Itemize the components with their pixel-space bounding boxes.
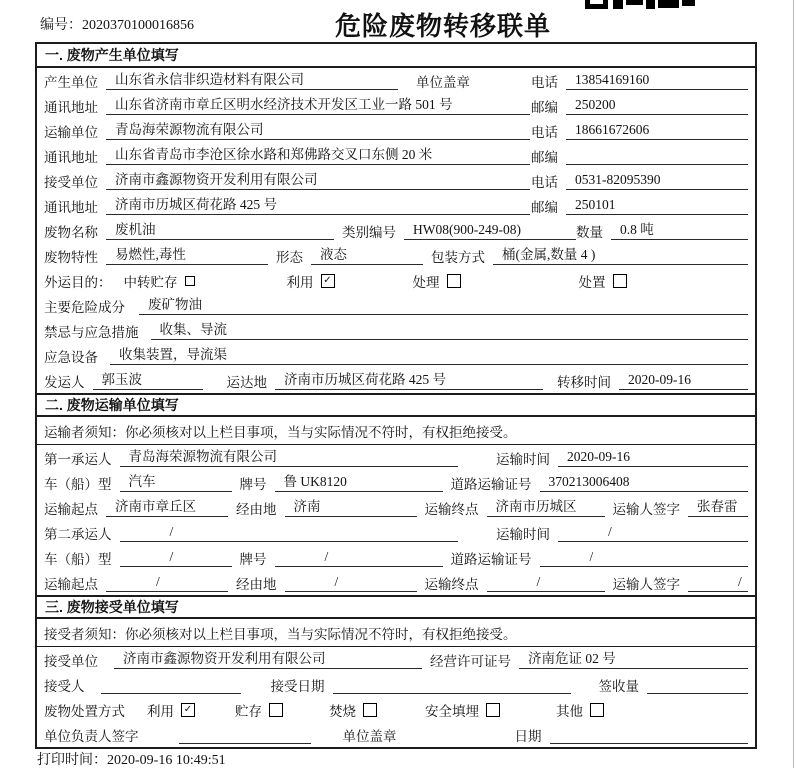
carrier2-time-label: 运输时间 bbox=[496, 526, 550, 542]
purpose-option-transfer bbox=[124, 271, 195, 291]
receive-notice-text: 你必须核对以上栏目事项，当与实际情况不符时，有权拒绝接受。 bbox=[125, 626, 517, 642]
row-receiver bbox=[37, 168, 755, 193]
equipment-label: 应急设备 bbox=[44, 349, 98, 365]
row-receiver-address bbox=[37, 193, 755, 218]
carrier1-time-value: 2020-09-16 bbox=[558, 448, 748, 467]
responsible-sign-label: 单位负责人签字 bbox=[44, 728, 139, 744]
producer-phone-value: 13854169160 bbox=[566, 71, 748, 90]
receiver-value: 济南市鑫源物资开发利用有限公司 bbox=[106, 171, 530, 190]
vehicle2-plate-value: / bbox=[275, 548, 443, 567]
packing-label: 包装方式 bbox=[431, 249, 485, 265]
disposal-option-landfill bbox=[425, 700, 500, 720]
carrier2-time-value: / bbox=[558, 523, 748, 542]
transporter-address-label: 通讯地址 bbox=[44, 149, 98, 165]
license-value: 济南危证 02 号 bbox=[519, 650, 748, 669]
transporter-phone-value: 18661672606 bbox=[566, 121, 748, 140]
row-receive-unit bbox=[37, 647, 755, 672]
received-amount-value bbox=[647, 675, 748, 694]
row-dispatch bbox=[37, 368, 755, 393]
disposal-option-landfill-text: 安全填埋 bbox=[425, 703, 479, 719]
row-route2 bbox=[37, 570, 755, 595]
row-vehicle2 bbox=[37, 545, 755, 570]
disposal-option-other-text: 其他 bbox=[556, 703, 583, 719]
page-title: 危险废物转移联单 bbox=[335, 11, 552, 41]
receive-unit-label: 接受单位 bbox=[44, 653, 98, 669]
truncated-qr-code-icon bbox=[585, 0, 697, 9]
route1-via-value: 济南 bbox=[285, 498, 417, 517]
received-amount-label: 签收量 bbox=[598, 678, 639, 694]
quantity-label: 数量 bbox=[576, 224, 603, 240]
route1-sign-label: 运输人签字 bbox=[612, 501, 680, 517]
route2-via-value: / bbox=[285, 573, 417, 592]
route1-start-value: 济南市章丘区 bbox=[106, 498, 228, 517]
transporter-zip-value bbox=[566, 146, 748, 165]
page-edge-line bbox=[793, 0, 794, 768]
producer-zip-label: 邮编 bbox=[531, 99, 558, 115]
dispatcher-value: 郭玉波 bbox=[93, 371, 203, 390]
vehicle2-plate-label: 牌号 bbox=[239, 551, 267, 567]
row-receive-notice bbox=[37, 619, 755, 647]
unit-stamp-label: 单位盖章 bbox=[342, 728, 397, 744]
disposal-reuse-checkbox bbox=[181, 703, 195, 717]
taboo-label: 禁忌与应急措施 bbox=[44, 324, 139, 340]
vehicle1-type-value: 汽车 bbox=[120, 473, 232, 492]
receiver-address-label: 通讯地址 bbox=[44, 199, 98, 215]
route1-end-value: 济南市历城区 bbox=[487, 498, 605, 517]
vehicle1-permit-value: 370213006408 bbox=[540, 473, 749, 492]
print-time-value: 2020-09-16 10:49:51 bbox=[107, 753, 226, 768]
waste-name-value: 废机油 bbox=[106, 221, 334, 240]
carrier2-value: / bbox=[120, 523, 458, 542]
purpose-option-dispose bbox=[579, 271, 627, 291]
vehicle1-plate-label: 牌号 bbox=[239, 476, 267, 492]
waste-name-label: 废物名称 bbox=[44, 224, 98, 240]
purpose-transfer-checkbox bbox=[185, 276, 195, 286]
disposal-label: 废物处置方式 bbox=[44, 703, 125, 719]
purpose-reuse-checkbox bbox=[321, 274, 335, 288]
route1-start-label: 运输起点 bbox=[44, 501, 98, 517]
row-taboo bbox=[37, 318, 755, 343]
responsible-sign-value bbox=[179, 725, 311, 744]
packing-value: 桶(金属,数量 4 ) bbox=[493, 246, 748, 265]
receive-unit-value: 济南市鑫源物资开发利用有限公司 bbox=[114, 650, 422, 669]
row-route1 bbox=[37, 495, 755, 520]
row-waste-name bbox=[37, 218, 755, 243]
section3-header: 三. 废物接受单位填写 bbox=[37, 595, 755, 619]
producer-phone-label: 电话 bbox=[531, 74, 558, 90]
row-hazard bbox=[37, 293, 755, 318]
receiver-zip-value: 250101 bbox=[566, 196, 748, 215]
carrier1-value: 青岛海荣源物流有限公司 bbox=[120, 448, 458, 467]
carrier2-label: 第二承运人 bbox=[44, 526, 112, 542]
row-disposal bbox=[37, 697, 755, 722]
route1-via-label: 经由地 bbox=[236, 501, 277, 517]
doc-number bbox=[40, 14, 194, 34]
waste-props-label: 废物特性 bbox=[44, 249, 98, 265]
form-label: 形态 bbox=[276, 249, 303, 265]
transport-notice-label: 运输者须知： bbox=[44, 424, 125, 440]
dispatcher-label: 发运人 bbox=[44, 374, 85, 390]
receiver-phone-value: 0531-82095390 bbox=[566, 171, 748, 190]
license-label: 经营许可证号 bbox=[430, 653, 511, 669]
purpose-option-reuse bbox=[287, 271, 335, 291]
vehicle2-permit-label: 道路运输证号 bbox=[450, 551, 532, 567]
transfer-time-value: 2020-09-16 bbox=[619, 371, 748, 390]
producer-label: 产生单位 bbox=[44, 74, 98, 90]
transporter-label: 运输单位 bbox=[44, 124, 98, 140]
destination-value: 济南市历城区荷花路 425 号 bbox=[275, 371, 543, 390]
receive-person-label: 接受人 bbox=[44, 678, 85, 694]
purpose-option-treat bbox=[413, 271, 461, 291]
route2-sign-label: 运输人签字 bbox=[612, 576, 680, 592]
disposal-option-store bbox=[235, 700, 283, 720]
hazard-value: 废矿物油 bbox=[139, 296, 748, 315]
transport-notice-text: 你必须核对以上栏目事项，当与实际情况不符时，有权拒绝接受。 bbox=[125, 424, 517, 440]
route2-start-value: / bbox=[106, 573, 228, 592]
print-time bbox=[37, 749, 226, 769]
disposal-option-store-text: 贮存 bbox=[235, 703, 262, 719]
row-transport-notice bbox=[37, 417, 755, 445]
disposal-burn-checkbox bbox=[363, 703, 377, 717]
vehicle1-plate-value: 鲁 UK8120 bbox=[275, 473, 443, 492]
manifest-form bbox=[35, 42, 757, 749]
route1-sign-value: 张春雷 bbox=[688, 498, 748, 517]
row-producer bbox=[37, 68, 755, 93]
category-value: HW08(900-249-08) bbox=[404, 221, 576, 240]
receiver-label: 接受单位 bbox=[44, 174, 98, 190]
transporter-phone-label: 电话 bbox=[531, 124, 558, 140]
doc-number-value: 2020370100016856 bbox=[82, 18, 194, 33]
doc-number-label: 编号： bbox=[40, 18, 82, 33]
producer-zip-value: 250200 bbox=[566, 96, 748, 115]
transporter-value: 青岛海荣源物流有限公司 bbox=[106, 121, 530, 140]
row-purpose bbox=[37, 268, 755, 293]
receive-date-label: 接受日期 bbox=[270, 678, 325, 694]
purpose-treat-checkbox bbox=[447, 274, 461, 288]
print-time-label: 打印时间： bbox=[37, 753, 107, 768]
vehicle2-type-label: 车（船）型 bbox=[44, 551, 112, 567]
receiver-zip-label: 邮编 bbox=[531, 199, 558, 215]
transporter-zip-label: 邮编 bbox=[531, 149, 558, 165]
form-value: 液态 bbox=[311, 246, 423, 265]
route2-via-label: 经由地 bbox=[236, 576, 277, 592]
row-equipment bbox=[37, 343, 755, 368]
sign-date-value bbox=[550, 725, 749, 744]
section2-header: 二. 废物运输单位填写 bbox=[37, 393, 755, 417]
purpose-option-treat-text: 处理 bbox=[412, 274, 440, 290]
producer-address-label: 通讯地址 bbox=[44, 99, 98, 115]
equipment-value: 收集装置，导流渠 bbox=[110, 346, 748, 365]
receive-notice-label: 接受者须知： bbox=[44, 626, 125, 642]
row-transporter-address bbox=[37, 143, 755, 168]
row-waste-props bbox=[37, 243, 755, 268]
purpose-label: 外运目的： bbox=[44, 274, 112, 290]
vehicle2-type-value: / bbox=[120, 548, 232, 567]
purpose-option-dispose-text: 处置 bbox=[578, 274, 606, 290]
transfer-time-label: 转移时间 bbox=[557, 374, 611, 390]
purpose-dispose-checkbox bbox=[613, 274, 627, 288]
purpose-option-reuse-text: 利用 bbox=[286, 274, 314, 290]
route2-start-label: 运输起点 bbox=[44, 576, 98, 592]
carrier1-label: 第一承运人 bbox=[44, 451, 112, 467]
producer-value: 山东省永信非织造材料有限公司 bbox=[106, 71, 398, 90]
disposal-option-reuse bbox=[147, 700, 195, 720]
row-producer-address bbox=[37, 93, 755, 118]
row-signature bbox=[37, 722, 755, 747]
carrier1-time-label: 运输时间 bbox=[496, 451, 550, 467]
disposal-option-other bbox=[556, 700, 604, 720]
transporter-address-value: 山东省青岛市李沧区徐水路和郑佛路交叉口东侧 20 米 bbox=[106, 146, 530, 165]
row-receive-person bbox=[37, 672, 755, 697]
hazard-label: 主要危险成分 bbox=[44, 299, 125, 315]
vehicle2-permit-value: / bbox=[540, 548, 749, 567]
receive-date-value bbox=[333, 675, 571, 694]
sign-date-label: 日期 bbox=[514, 728, 542, 744]
disposal-landfill-checkbox bbox=[486, 703, 500, 717]
receiver-address-value: 济南市历城区荷花路 425 号 bbox=[106, 196, 530, 215]
disposal-store-checkbox bbox=[269, 703, 283, 717]
checkbox-mark: ✓ bbox=[183, 703, 193, 715]
stamp-label: 单位盖章 bbox=[416, 74, 470, 90]
row-transporter bbox=[37, 118, 755, 143]
row-vehicle1 bbox=[37, 470, 755, 495]
row-carrier1 bbox=[37, 445, 755, 470]
route2-end-label: 运输终点 bbox=[424, 576, 479, 592]
checkbox-mark: ✓ bbox=[323, 274, 332, 286]
purpose-option-transfer-text: 中转贮存 bbox=[123, 274, 178, 290]
vehicle1-type-label: 车（船）型 bbox=[44, 476, 112, 492]
disposal-option-burn-text: 焚烧 bbox=[329, 703, 356, 719]
taboo-value: 收集、导流 bbox=[151, 321, 749, 340]
receiver-phone-label: 电话 bbox=[531, 174, 558, 190]
route2-end-value: / bbox=[487, 573, 605, 592]
waste-props-value: 易燃性,毒性 bbox=[106, 246, 268, 265]
route2-sign-value: / bbox=[688, 573, 748, 592]
producer-address-value: 山东省济南市章丘区明水经济技术开发区工业一路 501 号 bbox=[106, 96, 530, 115]
row-carrier2 bbox=[37, 520, 755, 545]
disposal-option-reuse-text: 利用 bbox=[147, 703, 174, 719]
disposal-option-burn bbox=[329, 700, 377, 720]
category-label: 类别编号 bbox=[342, 224, 396, 240]
quantity-value: 0.8 吨 bbox=[611, 221, 748, 240]
receive-person-value bbox=[101, 675, 241, 694]
disposal-other-checkbox bbox=[590, 703, 604, 717]
section1-header: 一. 废物产生单位填写 bbox=[37, 44, 755, 68]
route1-end-label: 运输终点 bbox=[424, 501, 479, 517]
destination-label: 运达地 bbox=[226, 374, 267, 390]
vehicle1-permit-label: 道路运输证号 bbox=[450, 476, 532, 492]
